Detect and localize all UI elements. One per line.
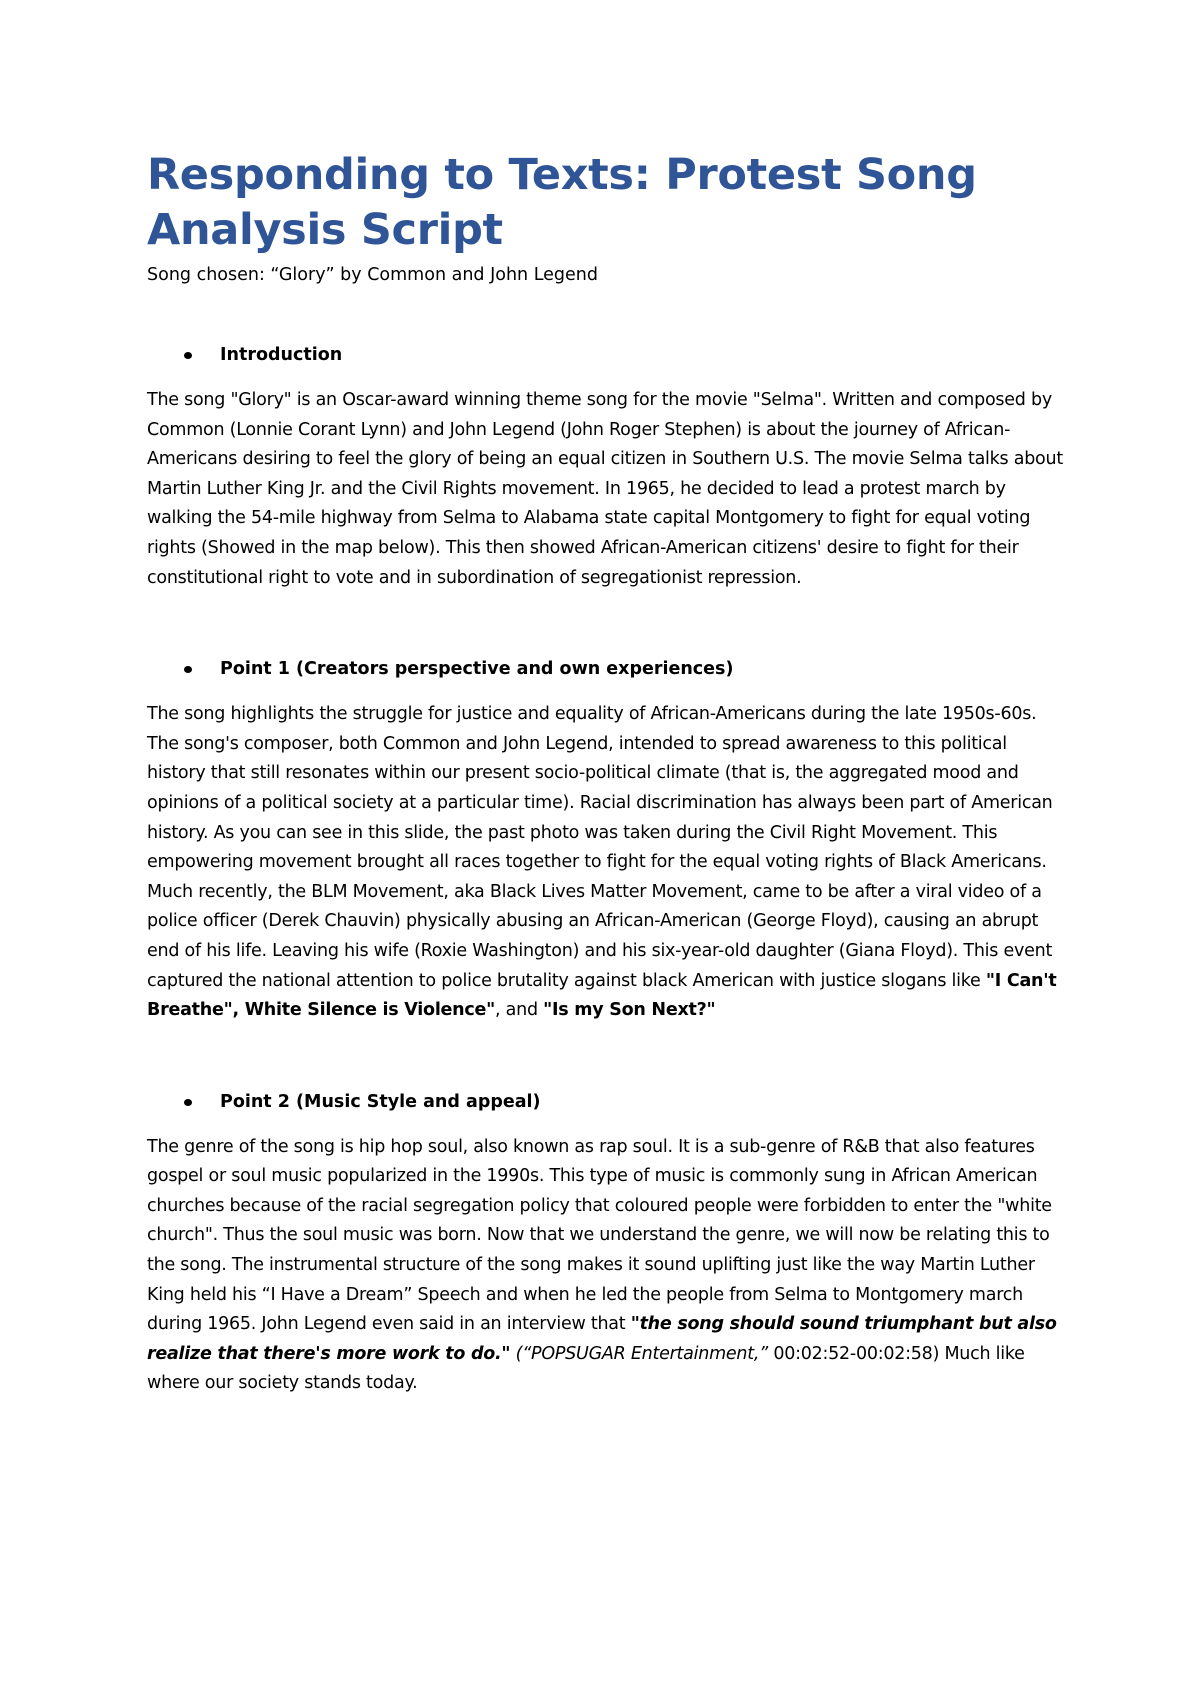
section-heading-point-1	[147, 655, 1067, 684]
point-1-conjunction: , and	[495, 1000, 544, 1021]
point-1-last-slogan: "Is my Son Next?"	[543, 1000, 716, 1021]
section-heading-label: Introduction	[220, 345, 343, 365]
point-2-body-text: The genre of the song is hip hop soul, also known as rap soul. It is a sub-genre of R&B that also features gospel or soul music popularized in the 1990s. This type of music is commonly sung in African American churches because of the racial segregation policy that coloured people were forbidden to enter the "white church". Thus the soul music was born. Now that we understand the genre, we will now be relating this to the song. The instrumental structure of the song makes it sound uplifting just like the way Martin Luther King held his “I Have a Dream” Speech and when he led the people from Selma to Montgomery march during 1965. John Legend even said in an interview that	[147, 1136, 1052, 1335]
section-heading-point-2	[147, 1088, 1067, 1117]
bullet-icon	[184, 352, 192, 359]
bullet-icon	[184, 666, 192, 673]
point-2-timestamp: 00:02:52-00:02:58) Much like where our society stands today.	[147, 1343, 1025, 1394]
section-heading-label: Point 2 (Music Style and appeal)	[220, 1091, 541, 1112]
song-chosen-line: Song chosen: “Glory” by Common and John Legend	[147, 265, 598, 285]
introduction-paragraph: The song "Glory" is an Oscar-award winning theme song for the movie "Selma". Written and composed by Common (Lonnie Corant Lynn) and John Legend (John Roger Stephen) is about the journey of African-Americans desiring to feel the glory of being an equal citizen in Southern U.S. The movie Selma talks about Martin Luther King Jr. and the Civil Rights movement. In 1965, he decided to lead a protest march by walking the 54-mile highway from Selma to Alabama state capital Montgomery to fight for equal voting rights (Showed in the map below). This then showed African-American citizens' desire to fight for their constitutional right to vote and in subordination of segregationist repression.	[147, 390, 1063, 588]
bullet-icon	[184, 1099, 192, 1106]
document-content	[147, 148, 1067, 1399]
section-heading-label: Point 1 (Creators perspective and own experiences)	[220, 659, 734, 680]
point-1-body-text: The song highlights the struggle for justice and equality of African-Americans during the late 1950s-60s. The song's composer, both Common and John Legend, intended to spread awareness to this political history that still resonates within our present socio-political climate (that is, the aggregated mood and opinions of a political society at a particular time). Racial discrimination has always been part of American history. As you can see in this slide, the past photo was taken during the Civil Right Movement. This empowering movement brought all races together to fight for the equal voting rights of Black Americans. Much recently, the BLM Movement, aka Black Lives Matter Movement, came to be after a viral video of a police officer (Derek Chauvin) physically abusing an African-American (George Floyd), causing an abrupt end of his life. Leaving his wife (Roxie Washington) and his six-year-old daughter (Giana Floyd). This event captured the national attention to police brutality against black American with justice slogans like	[147, 704, 1053, 991]
point-2-paragraph	[147, 1133, 1067, 1399]
point-1-slogans: "I Can't Breathe", White Silence is Violence"	[147, 970, 1057, 1021]
point-1-paragraph	[147, 700, 1067, 1026]
document-title: Responding to Texts: Protest Song Analysis Script	[147, 150, 977, 255]
section-heading-introduction	[147, 341, 1067, 370]
point-2-quote: "the song should sound triumphant but also realize that there's more work to do."	[147, 1314, 1057, 1364]
point-2-citation: (“POPSUGAR Entertainment,”	[515, 1343, 768, 1364]
